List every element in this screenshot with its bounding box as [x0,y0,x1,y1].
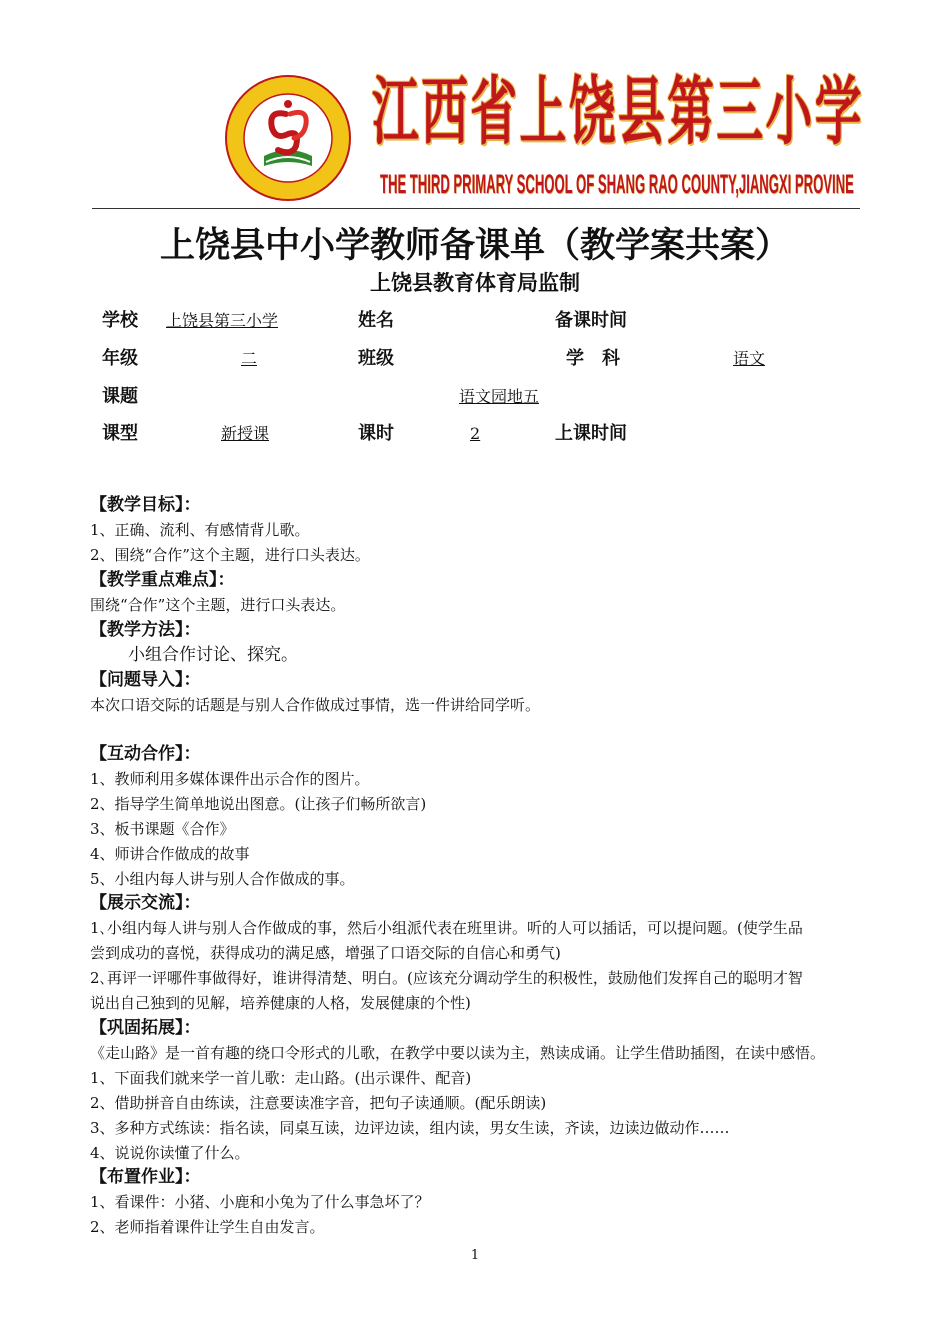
text-line: 围绕“合作”这个主题，进行口头表达。 [90,596,346,614]
grade-label: 年级 [102,348,138,369]
section-heading-homework: 【布置作业】： [90,1167,201,1187]
text-line: 2、借助拼音自由练读，注意要读准字音，把句子读通顺。(配乐朗读) [90,1094,547,1112]
page-subtitle: 上饶县教育体育局监制 [370,271,580,295]
topic-value: 语文园地五 [459,387,540,406]
section-heading-intro: 【问题导入】： [90,670,201,690]
text-line: 1、看课件：小猪、小鹿和小兔为了什么事急坏了？ [90,1193,430,1211]
section-heading-interaction: 【互动合作】： [90,744,201,764]
text-line: 尝到成功的喜悦，获得成功的满足感，增强了口语交际的自信心和勇气) [90,944,561,962]
section-heading-consolidate: 【巩固拓展】： [90,1018,201,1038]
prep-time-label: 备课时间 [555,310,627,331]
section-heading-display: 【展示交流】： [90,893,201,913]
school-value: 上饶县第三小学 [166,311,279,330]
subject-label: 学 科 [566,348,620,369]
class-label: 班级 [358,348,394,369]
section-heading-goals: 【教学目标】： [90,495,201,515]
topic-label: 课题 [102,386,138,407]
name-label: 姓名 [358,310,394,331]
page-title: 上饶县中小学教师备课单（教学案共案） [159,226,790,266]
text-line: 2、指导学生简单地说出图意。(让孩子们畅所欲言) [90,795,427,813]
lesson-type-value: 新授课 [221,424,270,443]
school-logo [224,74,352,202]
text-line: 4、师讲合作做成的故事 [90,845,250,863]
text-line: 5、小组内每人讲与别人合作做成的事。 [90,870,355,888]
text-line: 《走山路》是一首有趣的绕口令形式的儿歌，在教学中要以读为主，熟读成诵。让学生借助插图，在读中感悟。 [90,1044,826,1062]
section-heading-methods: 【教学方法】： [90,620,201,640]
text-line: 1､小组内每人讲与别人合作做成的事，然后小组派代表在班里讲。听的人可以插话，可以提问题。(使学生品 [90,919,803,937]
text-line: 1、正确、流利、有感情背儿歌。 [90,521,310,539]
text-line: 说出自己独到的见解，培养健康的人格，发展健康的个性) [90,994,471,1012]
lesson-type-label: 课型 [102,423,138,444]
text-line: 2、围绕“合作”这个主题，进行口头表达。 [90,546,370,564]
text-line: 本次口语交际的话题是与别人合作做成过事情，选一件讲给同学听。 [90,696,541,714]
page-number: 1 [470,1248,480,1263]
text-line: 2、老师指着课件让学生自由发言。 [90,1218,325,1236]
period-value: 2 [470,424,481,443]
text-line: 3、板书课题《合作》 [90,820,235,838]
text-line: 1、教师利用多媒体课件出示合作的图片。 [90,770,370,788]
period-label: 课时 [358,423,394,444]
subject-value: 语文 [733,349,766,368]
class-time-label: 上课时间 [555,423,627,444]
school-name-banner: 江西省上饶县第三小学 [372,69,864,155]
header-divider [92,208,860,209]
text-line: 4、说说你读懂了什么。 [90,1144,250,1162]
text-line: 小组合作讨论、探究。 [128,645,298,665]
text-line: 3、多种方式练读：指名读，同桌互读，边评边读，组内读，男女生读，齐读，边读边做动作…… [90,1119,730,1137]
school-label: 学校 [102,310,138,331]
text-line: 2､再评一评哪件事做得好，谁讲得清楚、明白。(应该充分调动学生的积极性，鼓励他们发挥自己的聪明才智 [90,969,803,987]
section-heading-key-points: 【教学重点难点】： [90,570,235,590]
text-line: 1、下面我们就来学一首儿歌：走山路。(出示课件、配音) [90,1069,472,1087]
school-name-english: THE THIRD PRIMARY SCHOOL OF SHANG RAO COUNTY,JIANGXI PROVINE [380,169,854,199]
grade-value: 二 [241,349,258,368]
